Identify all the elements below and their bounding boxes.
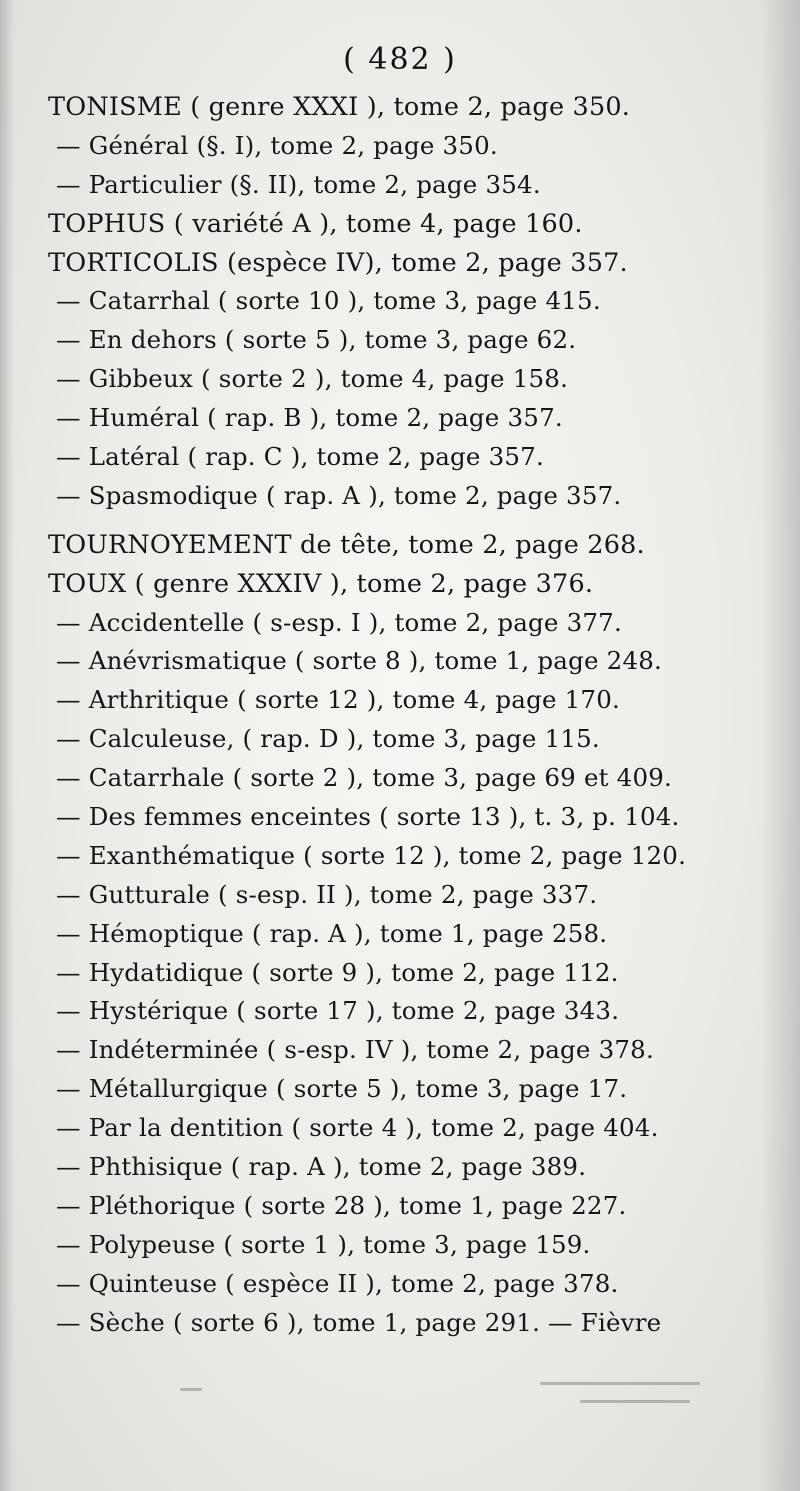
index-entry: — Quinteuse ( espèce II ), tome 2, page 378. — [56, 1268, 619, 1298]
index-entry: TOURNOYEMENT de tête, tome 2, page 268. — [48, 529, 645, 560]
index-entry: — Par la dentition ( sorte 4 ), tome 2, page 404. — [56, 1113, 659, 1143]
index-entry: TOUX ( genre XXXIV ), tome 2, page 376. — [48, 568, 594, 599]
index-entry: — Indéterminée ( s-esp. IV ), tome 2, page 378. — [56, 1035, 654, 1065]
index-entry: — Spasmodique ( rap. A ), tome 2, page 357. — [56, 480, 622, 510]
index-entry: — Sèche ( sorte 6 ), tome 1, page 291. — Fièvre — [56, 1307, 662, 1337]
index-entry: — Exanthématique ( sorte 12 ), tome 2, page 120. — [56, 840, 687, 870]
index-entry: TONISME ( genre XXXI ), tome 2, page 350. — [48, 92, 631, 122]
index-entry: — Catarrhal ( sorte 10 ), tome 3, page 415. — [56, 286, 601, 316]
index-entry: — Hystérique ( sorte 17 ), tome 2, page 343. — [56, 996, 620, 1026]
index-entry: — Hémoptique ( rap. A ), tome 1, page 258. — [56, 918, 608, 948]
index-entry: — Catarrhale ( sorte 2 ), tome 3, page 69 et 409. — [56, 763, 673, 793]
index-entry: — Particulier (§. II), tome 2, page 354. — [56, 169, 541, 199]
index-entry: — Anévrismatique ( sorte 8 ), tome 1, page 248. — [56, 646, 663, 676]
index-entry: — Général (§. I), tome 2, page 350. — [56, 130, 498, 160]
index-entry: — Calculeuse, ( rap. D ), tome 3, page 115. — [56, 724, 600, 754]
page-number: ( 482 ) — [343, 42, 457, 77]
index-entry: — Des femmes enceintes ( sorte 13 ), t. 3, p. 104. — [56, 802, 680, 832]
index-entry: — Huméral ( rap. B ), tome 2, page 357. — [56, 403, 563, 433]
index-entry: — Hydatidique ( sorte 9 ), tome 2, page 112. — [56, 957, 619, 987]
show-through-mark — [580, 1400, 690, 1403]
index-entry: TOPHUS ( variété A ), tome 4, page 160. — [48, 208, 583, 239]
index-entry: — Arthritique ( sorte 12 ), tome 4, page 170. — [56, 685, 620, 715]
index-list — [48, 88, 768, 1343]
index-entry: — Accidentelle ( s-esp. I ), tome 2, page 377. — [56, 607, 622, 637]
index-entry: — Latéral ( rap. C ), tome 2, page 357. — [56, 442, 544, 472]
show-through-mark — [540, 1382, 700, 1385]
index-entry: — Polypeuse ( sorte 1 ), tome 3, page 159. — [56, 1229, 591, 1259]
index-entry: TORTICOLIS (espèce IV), tome 2, page 357. — [48, 247, 628, 278]
show-through-marks — [160, 1370, 760, 1430]
show-through-mark — [180, 1388, 202, 1391]
index-entry: — Gibbeux ( sorte 2 ), tome 4, page 158. — [56, 364, 569, 394]
index-entry: — Pléthorique ( sorte 28 ), tome 1, page 227. — [56, 1190, 627, 1220]
index-entry: — Phthisique ( rap. A ), tome 2, page 389. — [56, 1152, 587, 1182]
index-entry: — Gutturale ( s-esp. II ), tome 2, page 337. — [56, 879, 598, 909]
index-entry: — En dehors ( sorte 5 ), tome 3, page 62. — [56, 325, 577, 355]
index-entry: — Métallurgique ( sorte 5 ), tome 3, page 17. — [56, 1074, 628, 1104]
